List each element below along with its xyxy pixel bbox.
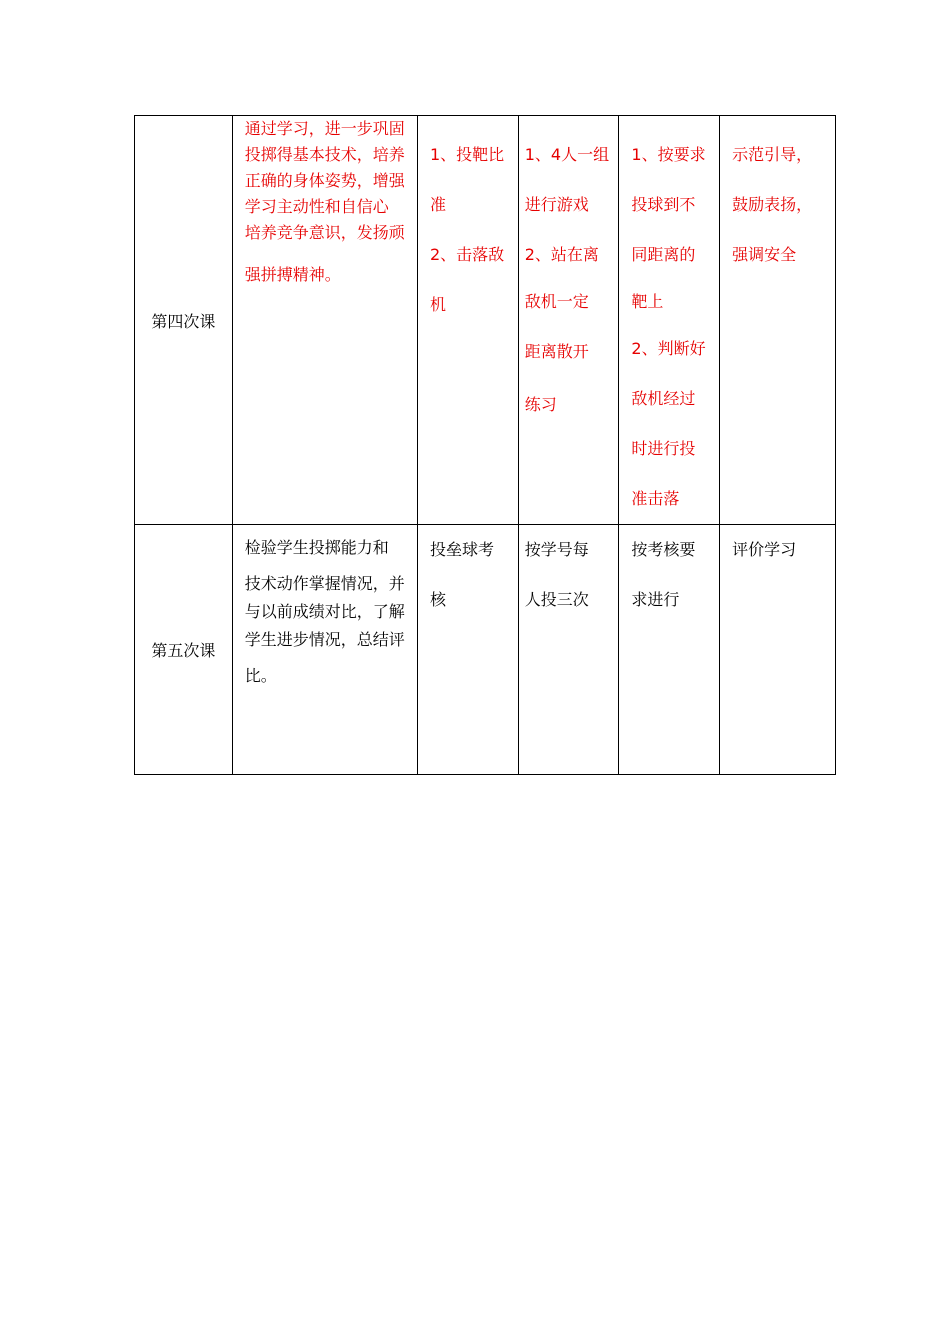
requirement-line: 准击落 xyxy=(631,489,680,508)
goal-line: 培养竞争意识，发扬顽 xyxy=(244,223,405,242)
content-line: 核 xyxy=(430,590,447,609)
organization-line: 练习 xyxy=(524,395,557,414)
requirement-line: 敌机经过 xyxy=(631,389,696,408)
guidance-cell xyxy=(720,525,836,775)
guidance-line: 评价学习 xyxy=(732,540,797,559)
requirement-line: 按考核要 xyxy=(631,540,696,559)
content-cell xyxy=(418,116,519,525)
organization-line: 距离散开 xyxy=(524,342,589,361)
content-cell xyxy=(418,525,519,775)
goal-line: 投掷得基本技术，培养 xyxy=(244,145,405,164)
goal-line: 技术动作掌握情况，并 xyxy=(244,574,405,593)
guidance-line: 鼓励表扬， xyxy=(732,195,813,214)
requirement-line: 求进行 xyxy=(631,590,680,609)
guidance-line: 强调安全 xyxy=(732,245,797,264)
content-line: 2、击落敌 xyxy=(430,245,505,264)
guidance-cell xyxy=(720,116,836,525)
requirements-cell xyxy=(619,525,720,775)
lesson-name-cell xyxy=(135,525,233,775)
goal-line: 与以前成绩对比，了解 xyxy=(244,602,405,621)
goal-line: 通过学习，进一步巩固 xyxy=(244,119,405,138)
content-line: 投垒球考 xyxy=(430,540,495,559)
requirement-line: 1、按要求 xyxy=(631,145,706,164)
table-row xyxy=(135,525,836,775)
content-line: 机 xyxy=(430,295,447,314)
content-line: 准 xyxy=(430,195,447,214)
organization-line: 按学号每 xyxy=(524,540,589,559)
lesson-plan-table xyxy=(134,115,836,775)
goal-line: 比。 xyxy=(244,666,277,685)
organization-cell xyxy=(518,116,619,525)
goal-line: 正确的身体姿势，增强 xyxy=(244,171,405,190)
goal-line: 学生进步情况，总结评 xyxy=(244,630,405,649)
organization-line: 进行游戏 xyxy=(524,195,589,214)
goal-line: 学习主动性和自信心 xyxy=(244,197,389,216)
organization-line: 1、4人一组 xyxy=(524,145,610,164)
content-line: 1、投靶比 xyxy=(430,145,505,164)
goal-cell xyxy=(232,116,417,525)
requirement-line: 2、判断好 xyxy=(631,339,706,358)
table-row xyxy=(135,116,836,525)
organization-line: 敌机一定 xyxy=(524,292,589,311)
requirement-line: 靶上 xyxy=(631,292,664,311)
lesson-name: 第五次课 xyxy=(151,641,216,660)
requirement-line: 投球到不 xyxy=(631,195,696,214)
organization-line: 人投三次 xyxy=(524,590,589,609)
organization-cell xyxy=(518,525,619,775)
organization-line: 2、站在离 xyxy=(524,245,599,264)
lesson-name: 第四次课 xyxy=(151,311,216,331)
goal-cell xyxy=(232,525,417,775)
lesson-name-cell xyxy=(135,116,233,525)
requirement-line: 时进行投 xyxy=(631,439,696,458)
goal-line: 检验学生投掷能力和 xyxy=(244,538,389,557)
requirements-cell xyxy=(619,116,720,525)
guidance-line: 示范引导， xyxy=(732,145,813,164)
goal-line: 强拼搏精神。 xyxy=(244,265,341,284)
requirement-line: 同距离的 xyxy=(631,245,696,264)
